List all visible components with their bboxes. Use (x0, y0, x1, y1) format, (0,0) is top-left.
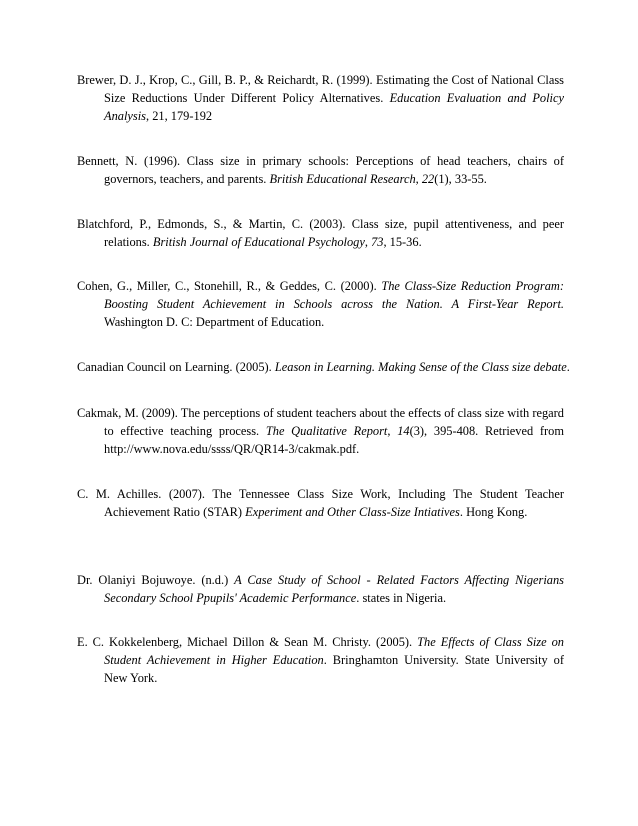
reference-text: http://www.nova.edu/ssss/QR/QR14-3/cakmak.pdf. (104, 442, 360, 456)
reference-entry (77, 404, 564, 458)
reference-italic-text: British Journal of Educational Psychology (152, 235, 365, 249)
reference-entry (77, 152, 564, 188)
reference-line (77, 277, 564, 295)
reference-entry (77, 215, 564, 251)
reference-text: Brewer, D. J., Krop, C., Gill, B. P., & Reichardt, R. (1999). Estimating the Cost of National Class (77, 73, 564, 87)
reference-text: , 21, 179-192 (146, 109, 213, 123)
reference-line (77, 404, 564, 422)
reference-line (77, 71, 564, 89)
reference-line (77, 215, 564, 233)
reference-text: . Hong Kong. (459, 505, 528, 519)
reference-text: to effective teaching process. (104, 424, 266, 438)
reference-line (77, 295, 564, 313)
reference-italic-text: The Qualitative Report (265, 424, 388, 438)
reference-italic-text: Boosting Student Achievement in Schools across the Nation. A First-Year Report. (104, 297, 564, 311)
reference-italic-text: Leason in Learning. Making Sense of the Class size debate (274, 360, 567, 374)
reference-line (77, 152, 564, 170)
reference-text: . states in Nigeria. (356, 591, 447, 605)
reference-line (77, 89, 564, 107)
reference-line (77, 589, 564, 607)
reference-text: . Bringhamton University. State University of (323, 653, 565, 667)
reference-italic-text: 73 (371, 235, 384, 249)
reference-line (77, 233, 564, 251)
reference-italic-text: Student Achievement in Higher Education (104, 653, 324, 667)
reference-text: Blatchford, P., Edmonds, S., & Martin, C. (2003). Class size, pupil attentiveness, and peer (77, 217, 564, 231)
reference-italic-text: Secondary School Ppupils' Academic Performance (104, 591, 357, 605)
reference-line (77, 651, 564, 669)
reference-line (77, 440, 564, 458)
reference-text: Cakmak, M. (2009). The perceptions of student teachers about the effects of class size with regard (77, 406, 564, 420)
reference-text: relations. (104, 235, 153, 249)
reference-text: C. M. Achilles. (2007). The Tennessee Class Size Work, Including The Student Teacher (77, 487, 564, 501)
reference-italic-text: 14 (397, 424, 410, 438)
reference-entry (77, 633, 564, 687)
reference-line (77, 669, 564, 687)
reference-text: governors, teachers, and parents. (104, 172, 270, 186)
reference-italic-text: Experiment and Other Class-Size Intiatives (245, 505, 460, 519)
reference-entry (77, 358, 570, 376)
reference-text: Cohen, G., Miller, C., Stonehill, R., & Geddes, C. (2000). (77, 279, 382, 293)
reference-entry (77, 71, 564, 125)
reference-text: Washington D. C: Department of Education. (104, 315, 325, 329)
reference-text: Canadian Council on Learning. (2005). (77, 360, 275, 374)
reference-line (77, 485, 564, 503)
reference-text: , (387, 424, 398, 438)
reference-text: Bennett, N. (1996). Class size in primary schools: Perceptions of head teachers, chairs of (77, 154, 564, 168)
reference-line (77, 313, 564, 331)
reference-text: Achievement Ratio (STAR) (104, 505, 246, 519)
reference-text: E. C. Kokkelenberg, Michael Dillon & Sean M. Christy. (2005). (77, 635, 418, 649)
reference-italic-text: The Class-Size Reduction Program: (381, 279, 564, 293)
reference-text: (3), 395-408. Retrieved from (409, 424, 564, 438)
reference-entry (77, 277, 564, 331)
reference-line (77, 571, 564, 589)
reference-italic-text: The Effects of Class Size on (417, 635, 564, 649)
reference-text: , 15-36. (383, 235, 422, 249)
reference-italic-text: A Case Study of School - Related Factors Affecting Nigerians (234, 573, 565, 587)
reference-line (77, 633, 564, 651)
reference-italic-text: Analysis (104, 109, 146, 123)
reference-text: Dr. Olaniyi Bojuwoye. (n.d.) (77, 573, 235, 587)
reference-line (77, 503, 564, 521)
reference-text: (1), 33-55. (434, 172, 487, 186)
reference-text: Size Reductions Under Different Policy Alternatives. (104, 91, 390, 105)
reference-text: , (364, 235, 372, 249)
reference-text: New York. (104, 671, 158, 685)
reference-line (77, 170, 564, 188)
reference-text: . (566, 360, 570, 374)
reference-entry (77, 571, 564, 607)
reference-italic-text: Education Evaluation and Policy (389, 91, 564, 105)
reference-line (77, 358, 570, 376)
reference-entry (77, 485, 564, 521)
reference-italic-text: British Educational Research, 22 (269, 172, 435, 186)
reference-line (77, 422, 564, 440)
reference-line (77, 107, 564, 125)
